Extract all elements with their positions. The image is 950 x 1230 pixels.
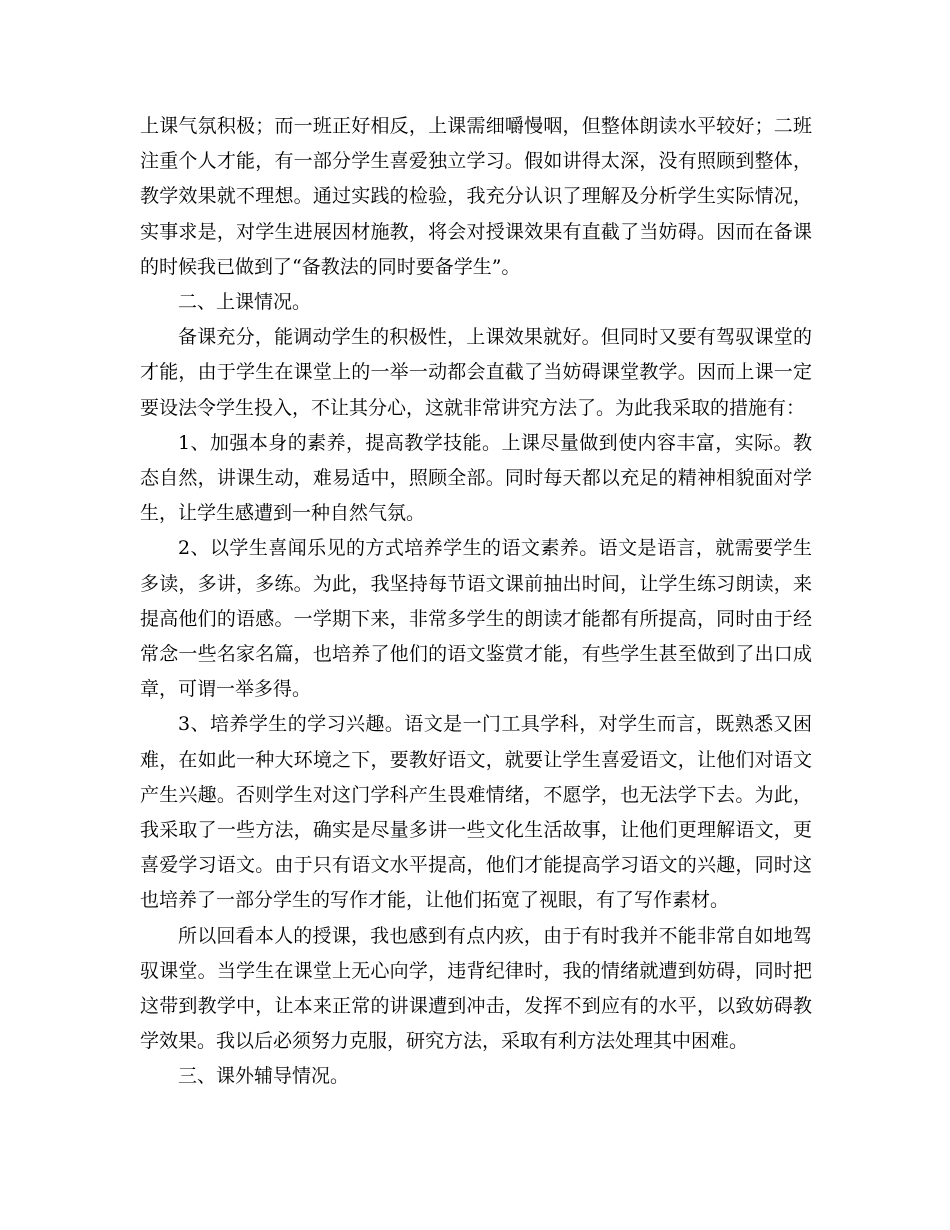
paragraph-measure-3: 3、培养学生的学习兴趣。语文是一门工具学科，对学生而言，既熟悉又困难，在如此一种大环境之下，要教好语文，就要让学生喜爱语文，让他们对语文产生兴趣。否则学生对这门学科产生畏难情绪，不愿学，也无法学下去。为此，我采取了一些方法，确实是尽量多讲一些文化生活故事，让他们更理解语文，更喜爱学习语文。由于只有语文水平提高，他们才能提高学习语文的兴趣，同时这也培养了一部分学生的写作才能，让他们拓宽了视眼，有了写作素材。: [140, 713, 812, 912]
paragraph-continuation: 上课气氛积极；而一班正好相反，上课需细嚼慢咽，但整体朗读水平较好；二班注重个人才能，有一部分学生喜爱独立学习。假如讲得太深，没有照顾到整体，教学效果就不理想。通过实践的检验，我充分认识了理解及分析学生实际情况，实事求是，对学生进展因材施教，将会对授课效果有直截了当妨碍。因而在备课的时候我已做到了“备教法的同时要备学生”。: [140, 115, 812, 278]
document-body: [140, 109, 812, 1095]
section-heading-teaching: 二、上课情况。: [178, 291, 312, 314]
section-heading-tutoring: 三、课外辅导情况。: [178, 1065, 350, 1088]
paragraph-reflection: 所以回看本人的授课，我也感到有点内疚，由于有时我并不能非常自如地驾驭课堂。当学生在课堂上无心向学，违背纪律时，我的情绪就遭到妨碍，同时把这带到教学中，让本来正常的讲课遭到冲击，发挥不到应有的水平，以致妨碍教学效果。我以后必须努力克服，研究方法，采取有利方法处理其中困难。: [140, 924, 812, 1053]
paragraph-measure-2: 2、以学生喜闻乐见的方式培养学生的语文素养。语文是语言，就需要学生多读，多讲，多练。为此，我坚持每节语文课前抽出时间，让学生练习朗读，来提高他们的语感。一学期下来，非常多学生的朗读才能都有所提高，同时由于经常念一些名家名篇，也培养了他们的语文鉴赏才能，有些学生甚至做到了出口成章，可谓一举多得。: [140, 537, 812, 701]
paragraph-lesson-prep: 备课充分，能调动学生的积极性，上课效果就好。但同时又要有驾驭课堂的才能，由于学生在课堂上的一举一动都会直截了当妨碍课堂教学。因而上课一定要设法令学生投入，不让其分心，这就非常讲究方法了。为此我采取的措施有：: [140, 326, 812, 419]
paragraph-measure-1: 1、加强本身的素养，提高教学技能。上课尽量做到使内容丰富，实际。教态自然，讲课生动，难易适中，照顾全部。同时每天都以充足的精神相貌面对学生，让学生感遭到一种自然气氛。: [140, 431, 812, 525]
